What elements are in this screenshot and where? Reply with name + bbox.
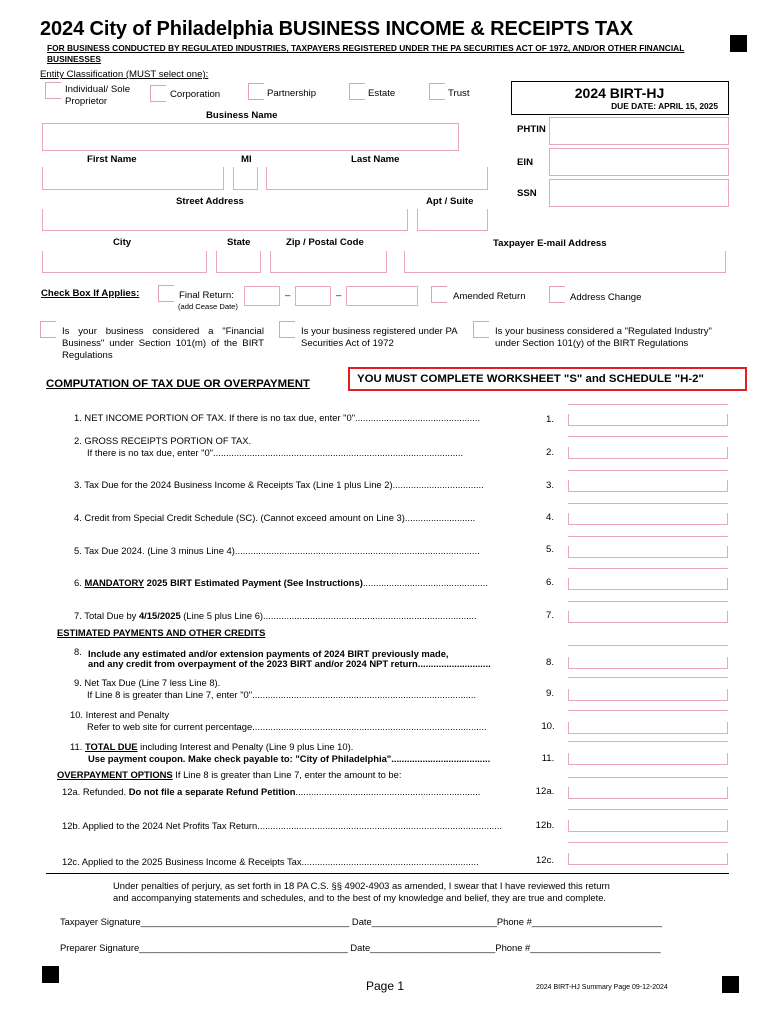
line-5-top xyxy=(568,536,728,537)
entity-option-individual: Individual/ Sole Proprietor xyxy=(65,84,131,107)
page-number: Page 1 xyxy=(366,979,405,993)
street-address-label: Street Address xyxy=(176,196,244,207)
line-8-label: Include any estimated and/or extension payments of 2024 BIRT previously made, xyxy=(88,648,449,659)
line-2-sublabel: If there is no tax due, enter "0"................................................................................................ xyxy=(87,447,464,458)
cease-date-year[interactable] xyxy=(346,286,418,306)
cease-date-note: (add Cease Date) xyxy=(178,302,238,311)
check-box-if-applies-label: Check Box If Applies: xyxy=(41,288,140,299)
line-1-amount-input[interactable] xyxy=(568,414,728,426)
line-6-text: 2025 BIRT Estimated Payment (See Instructions) xyxy=(144,577,363,588)
line-6-dots: ................................................ xyxy=(362,577,488,588)
phtin-input[interactable] xyxy=(549,117,729,145)
ein-input[interactable] xyxy=(549,148,729,176)
line-12a-bold: Do not file a separate Refund Petition xyxy=(128,786,296,797)
state-input[interactable] xyxy=(216,251,261,273)
address-change-checkbox[interactable] xyxy=(549,286,565,303)
entity-option-trust: Trust xyxy=(448,88,470,99)
perjury-statement-1: Under penalties of perjury, as set forth in 18 PA C.S. §§ 4902-4903 as amended, I swear that I have reviewed this return xyxy=(113,880,610,891)
entity-checkbox-estate[interactable] xyxy=(349,83,365,100)
preparer-signature-line[interactable]: Preparer Signature________________________________________ Date________________________Phone #_________________________ xyxy=(60,942,661,953)
line-10-label: 10. Interest and Penalty xyxy=(70,709,170,720)
line-4-top xyxy=(568,503,728,504)
entity-option-estate: Estate xyxy=(368,88,396,99)
mi-label: MI xyxy=(241,154,252,165)
amended-return-label: Amended Return xyxy=(453,291,526,302)
line-12b-amount-input[interactable] xyxy=(568,820,728,832)
line-2-label: 2. GROSS RECEIPTS PORTION OF TAX. xyxy=(74,435,252,446)
cease-date-dash-1: – xyxy=(285,290,291,301)
phtin-label: PHTIN xyxy=(517,124,546,135)
computation-heading: COMPUTATION OF TAX DUE OR OVERPAYMENT xyxy=(46,378,310,390)
entity-checkbox-corporation[interactable] xyxy=(150,85,166,102)
line-8-sublabel: and any credit from overpayment of the 2023 BIRT and/or 2024 NPT return............................ xyxy=(88,658,491,669)
line-number: 12a. xyxy=(535,786,555,797)
line-8-amount-input[interactable] xyxy=(568,657,728,669)
line-number: 8. xyxy=(545,657,554,668)
line-10-amount-input[interactable] xyxy=(568,722,728,734)
line-12a-top xyxy=(568,777,728,778)
due-date: DUE DATE: APRIL 15, 2025 xyxy=(611,101,718,111)
line-11-amount-input[interactable] xyxy=(568,753,728,765)
line-11-prefix: 11. xyxy=(70,741,85,752)
line-10-sublabel: Refer to web site for current percentage.......................................................................................... xyxy=(87,721,487,732)
line-6-top xyxy=(568,568,728,569)
line-11-total-due: TOTAL DUE xyxy=(84,741,138,752)
street-address-input[interactable] xyxy=(42,209,408,231)
registration-mark-top-right xyxy=(730,35,747,52)
line-number: 12b. xyxy=(535,820,555,831)
line-7-prefix: 7. Total Due by xyxy=(74,610,139,621)
line-number: 7. xyxy=(545,610,554,621)
line-12a-label xyxy=(62,786,514,797)
line-11-text: including Interest and Penalty (Line 9 plus Line 10). xyxy=(137,741,354,752)
estimated-payments-heading: ESTIMATED PAYMENTS AND OTHER CREDITS xyxy=(57,627,266,638)
line-7-top xyxy=(568,601,728,602)
overpayment-options-label: OVERPAYMENT OPTIONS xyxy=(57,769,173,780)
address-change-label: Address Change xyxy=(570,292,642,303)
email-label: Taxpayer E-mail Address xyxy=(493,238,607,249)
first-name-input[interactable] xyxy=(42,167,224,190)
entity-checkbox-individual[interactable] xyxy=(45,82,61,99)
state-label: State xyxy=(227,237,251,248)
worksheet-notice: YOU MUST COMPLETE WORKSHEET "S" and SCHEDULE "H-2" xyxy=(357,373,704,385)
perjury-statement-2: and accompanying statements and schedules, and to the best of my knowledge and belief, they are true and complete. xyxy=(113,892,607,903)
line-3-amount-input[interactable] xyxy=(568,480,728,492)
ein-label: EIN xyxy=(517,157,533,168)
line-9-top xyxy=(568,677,728,678)
line-7-label xyxy=(74,610,514,621)
final-return-checkbox[interactable] xyxy=(158,285,174,302)
ssn-input[interactable] xyxy=(549,179,729,207)
first-name-label: First Name xyxy=(87,154,137,165)
line-number: 6. xyxy=(545,577,554,588)
line-6-mandatory: MANDATORY xyxy=(84,577,144,588)
line-number: 9. xyxy=(545,688,554,699)
form-title: 2024 City of Philadelphia BUSINESS INCOME & RECEIPTS TAX xyxy=(40,18,634,40)
financial-business-question: Is your business considered a "Financial Business" under Section 101(m) of the BIRT Regulations xyxy=(62,326,264,361)
line-2-amount-input[interactable] xyxy=(568,447,728,459)
business-name-input[interactable] xyxy=(42,123,459,151)
line-6-label xyxy=(74,577,514,588)
line-6-prefix: 6. xyxy=(74,577,85,588)
city-label: City xyxy=(113,237,132,248)
line-5-amount-input[interactable] xyxy=(568,546,728,558)
line-12b-label: 12b. Applied to the 2024 Net Profits Tax Return.............................................................................................. xyxy=(62,820,503,831)
line-10-top xyxy=(568,710,728,711)
overpayment-heading xyxy=(57,769,527,780)
line-number: 12c. xyxy=(535,855,555,866)
perjury-divider xyxy=(46,873,729,874)
city-input[interactable] xyxy=(42,251,207,273)
registration-mark-bottom-right xyxy=(722,976,739,993)
apt-suite-input[interactable] xyxy=(417,209,488,231)
line-number: 5. xyxy=(545,544,554,555)
zip-input[interactable] xyxy=(270,251,387,273)
line-12a-dots: ....................................................................... xyxy=(295,786,481,797)
form-id-box xyxy=(511,81,729,115)
line-number: 10. xyxy=(541,721,555,732)
line-12a-prefix: 12a. Refunded. xyxy=(62,786,129,797)
cease-date-dash-2: – xyxy=(336,290,342,301)
line-12b-top xyxy=(568,809,728,810)
line-3-label: 3. Tax Due for the 2024 Business Income & Receipts Tax (Line 1 plus Line 2)................................... xyxy=(74,479,484,490)
regulated-industry-checkbox[interactable] xyxy=(473,321,489,338)
cease-date-month[interactable] xyxy=(244,286,280,306)
line-11-label xyxy=(70,741,540,752)
line-2-top xyxy=(568,436,728,437)
ssn-label: SSN xyxy=(517,188,537,199)
line-9-amount-input[interactable] xyxy=(568,689,728,701)
form-subtitle: FOR BUSINESS CONDUCTED BY REGULATED INDUSTRIES, TAXPAYERS REGISTERED UNDER THE PA SECURITIES ACT OF 1972, AND/OR OTHER FINANCIAL BUSINESSES xyxy=(47,43,685,64)
pa-securities-question: Is your business registered under PA Securities Act of 1972 xyxy=(301,326,458,349)
last-name-label: Last Name xyxy=(351,154,400,165)
line-9-label: 9. Net Tax Due (Line 7 less Line 8). xyxy=(74,677,221,688)
line-8-number: 8. xyxy=(74,646,82,657)
line-number: 11. xyxy=(541,753,555,764)
line-1-top xyxy=(568,404,728,405)
line-7-text: (Line 5 plus Line 6).................................................................................. xyxy=(180,610,477,621)
line-6-amount-input[interactable] xyxy=(568,578,728,590)
line-number: 4. xyxy=(545,512,554,523)
registration-mark-bottom-left xyxy=(42,966,59,983)
line-5-label: 5. Tax Due 2024. (Line 3 minus Line 4).............................................................................................. xyxy=(74,545,480,556)
entity-option-corporation: Corporation xyxy=(170,89,221,100)
line-12c-label: 12c. Applied to the 2025 Business Income & Receipts Tax.................................................................... xyxy=(62,856,479,867)
last-name-input[interactable] xyxy=(266,167,488,190)
entity-classification-label: Entity Classification (MUST select one): xyxy=(40,69,209,80)
regulated-industry-question: Is your business considered a "Regulated Industry" under Section 101(y) of the BIRT Regulations xyxy=(495,326,712,349)
overpayment-options-text: If Line 8 is greater than Line 7, enter the amount to be: xyxy=(172,769,402,780)
line-12c-top xyxy=(568,842,728,843)
taxpayer-signature-line[interactable]: Taxpayer Signature________________________________________ Date________________________Phone #_________________________ xyxy=(60,916,663,927)
entity-checkbox-trust[interactable] xyxy=(429,83,445,100)
worksheet-notice-box xyxy=(348,367,747,391)
line-4-label: 4. Credit from Special Credit Schedule (SC). (Cannot exceed amount on Line 3)........................... xyxy=(74,512,476,523)
line-number: 3. xyxy=(545,480,554,491)
entity-checkbox-partnership[interactable] xyxy=(248,83,264,100)
financial-business-checkbox[interactable] xyxy=(40,321,56,338)
final-return-label: Final Return: xyxy=(179,290,234,301)
email-input[interactable] xyxy=(404,251,726,273)
amended-return-checkbox[interactable] xyxy=(431,286,447,303)
line-12c-amount-input[interactable] xyxy=(568,853,728,865)
line-number: 2. xyxy=(545,447,554,458)
form-reference: 2024 BIRT-HJ Summary Page 09-12-2024 xyxy=(536,984,668,991)
apt-suite-label: Apt / Suite xyxy=(426,196,474,207)
line-7-date: 4/15/2025 xyxy=(138,610,181,621)
mi-input[interactable] xyxy=(233,167,258,190)
zip-label: Zip / Postal Code xyxy=(286,237,364,248)
line-11-sublabel: Use payment coupon. Make check payable to: "City of Philadelphia"...................................... xyxy=(88,753,491,764)
cease-date-day[interactable] xyxy=(295,286,331,306)
pa-securities-checkbox[interactable] xyxy=(279,321,295,338)
line-1-label: 1. NET INCOME PORTION OF TAX. If there is no tax due, enter "0"................................................ xyxy=(74,412,481,423)
entity-option-partnership: Partnership xyxy=(267,88,317,99)
form-id: 2024 BIRT-HJ xyxy=(574,85,665,101)
line-11-top xyxy=(568,741,728,742)
line-8-top xyxy=(568,645,728,646)
line-9-sublabel: If Line 8 is greater than Line 7, enter "0"...................................................................................... xyxy=(87,689,477,700)
business-name-label: Business Name xyxy=(206,110,278,121)
line-3-top xyxy=(568,470,728,471)
line-4-amount-input[interactable] xyxy=(568,513,728,525)
line-7-amount-input[interactable] xyxy=(568,611,728,623)
line-12a-amount-input[interactable] xyxy=(568,787,728,799)
line-number: 1. xyxy=(545,414,554,425)
